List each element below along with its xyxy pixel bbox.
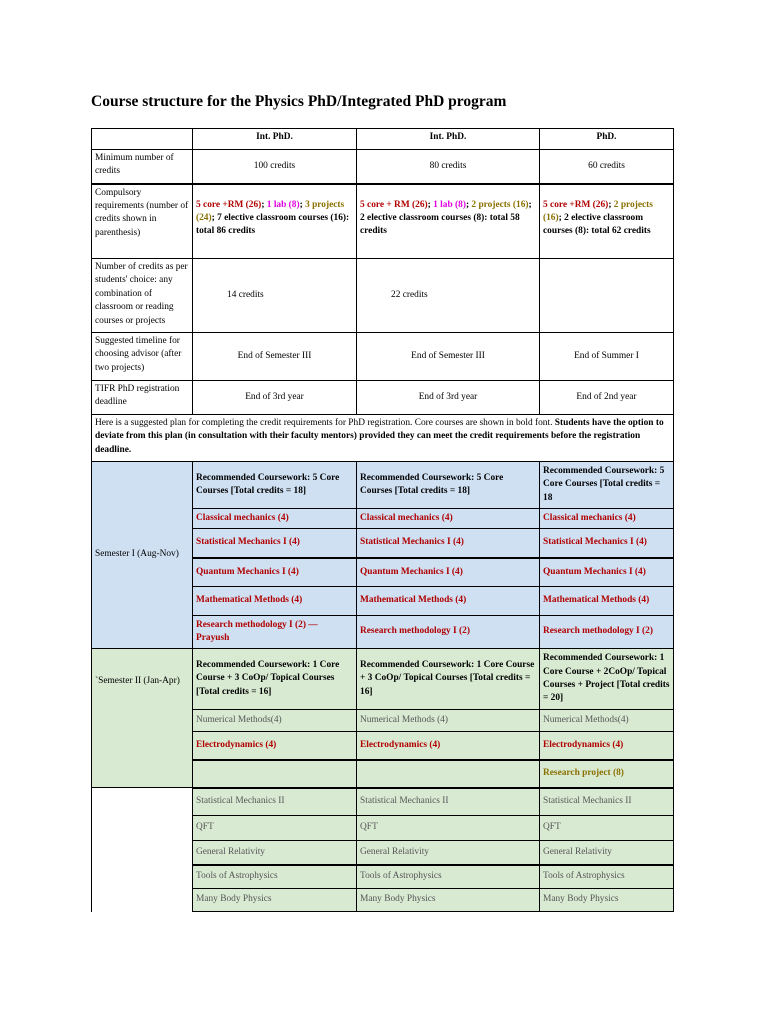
rest-text: ; 7 elective classroom courses (16): total 86 credits	[196, 212, 350, 237]
course-cell: Many Body Physics	[193, 889, 357, 912]
compulsory-row	[92, 184, 674, 259]
course-cell: Research methodology I (2)	[357, 616, 540, 649]
course-cell: Mathematical Methods (4)	[540, 587, 674, 616]
header-int-phd-2: Int. PhD.	[357, 129, 540, 150]
sep: ;	[427, 199, 434, 210]
plan-note	[92, 415, 674, 462]
projects-text: 2 projects (16)	[471, 199, 529, 210]
lab-text: 1 lab (8)	[266, 199, 300, 210]
sem1-recommended-row	[92, 462, 674, 509]
sep: ;	[465, 199, 472, 210]
course-cell: Quantum Mechanics I (4)	[540, 558, 674, 587]
core-text: 5 core +RM (26)	[543, 199, 609, 210]
rest-text: ; 2 elective classroom courses (8): total 62 credits	[543, 212, 651, 237]
cell	[540, 259, 674, 333]
row-label: Suggested timeline for choosing advisor (after two projects)	[92, 333, 193, 381]
course-cell: Numerical Methods(4)	[540, 710, 674, 732]
recommended-cell: Recommended Coursework: 1 Core Course + 3 CoOp/ Topical Courses [Total credits = 16]	[357, 649, 540, 710]
course-cell: Statistical Mechanics I (4)	[540, 529, 674, 558]
course-structure-table	[91, 128, 674, 912]
course-cell: Classical mechanics (4)	[540, 509, 674, 529]
course-cell: General Relativity	[540, 841, 674, 865]
header-phd: PhD.	[540, 129, 674, 150]
course-cell: Many Body Physics	[540, 889, 674, 912]
row-label: TIFR PhD registration deadline	[92, 381, 193, 415]
course-cell: General Relativity	[193, 841, 357, 865]
recommended-cell: Recommended Coursework: 1 Core Course + 3 CoOp/ Topical Courses [Total credits = 16]	[193, 649, 357, 710]
header-row	[92, 129, 674, 150]
rest-text: ; 2 elective classroom courses (8): total 58 credits	[360, 199, 532, 237]
recommended-cell: Recommended Coursework: 1 Core Course + 2CoOp/ Topical Courses + Project [Total credits = 20]	[540, 649, 674, 710]
cell: 80 credits	[357, 150, 540, 184]
course-cell: Electrodynamics (4)	[540, 732, 674, 760]
choice-credits-row	[92, 259, 674, 333]
course-cell	[193, 760, 357, 788]
cell: End of 3rd year	[357, 381, 540, 415]
cell: End of 2nd year	[540, 381, 674, 415]
course-cell: Tools of Astrophysics	[193, 865, 357, 889]
advisor-timeline-row	[92, 333, 674, 381]
course-cell: QFT	[193, 816, 357, 841]
course-cell: Statistical Mechanics II	[357, 788, 540, 816]
row-label: Number of credits as per students' choice: any combination of classroom or reading courses or projects	[92, 259, 193, 333]
note-bold-text: Students have the option to deviate from this plan (in consultation with their faculty mentors) provided they can meet the credit requirements before the registration deadline.	[95, 418, 664, 455]
course-cell: Tools of Astrophysics	[540, 865, 674, 889]
course-cell: Quantum Mechanics I (4)	[193, 558, 357, 587]
course-cell	[357, 760, 540, 788]
recommended-cell: Recommended Coursework: 5 Core Courses [Total credits = 18]	[357, 462, 540, 509]
course-cell: Quantum Mechanics I (4)	[357, 558, 540, 587]
course-cell: Mathematical Methods (4)	[357, 587, 540, 616]
recommended-cell: Recommended Coursework: 5 Core Courses [Total credits = 18	[540, 462, 674, 509]
course-cell: Numerical Methods (4)	[357, 710, 540, 732]
recommended-cell: Recommended Coursework: 5 Core Courses [Total credits = 18]	[193, 462, 357, 509]
course-cell: QFT	[357, 816, 540, 841]
course-cell: Electrodynamics (4)	[193, 732, 357, 760]
course-cell: Tools of Astrophysics	[357, 865, 540, 889]
projects-text: 2 projects (16)	[543, 199, 653, 223]
note-row	[92, 415, 674, 462]
note-text: Here is a suggested plan for completing the credit requirements for PhD registration. Core courses are shown in bold font.	[95, 418, 555, 428]
sep: ;	[608, 199, 614, 210]
course-cell: Electrodynamics (4)	[357, 732, 540, 760]
sep: ;	[261, 199, 267, 210]
course-cell: Numerical Methods(4)	[193, 710, 357, 732]
sem2-recommended-row	[92, 649, 674, 710]
course-cell: Mathematical Methods (4)	[193, 587, 357, 616]
min-credits-row	[92, 150, 674, 184]
core-text: 5 core +RM (26)	[196, 199, 262, 210]
course-cell: Statistical Mechanics II	[540, 788, 674, 816]
cell: End of Summer I	[540, 333, 674, 381]
row-label: Minimum number of credits	[92, 150, 193, 184]
course-cell: QFT	[540, 816, 674, 841]
projects-text: 3 projects (24)	[196, 199, 345, 223]
semester-1-label: Semester I (Aug-Nov)	[92, 462, 193, 649]
sem2-elective-row	[92, 788, 674, 816]
cell: 22 credits	[357, 259, 540, 333]
cell: End of Semester III	[357, 333, 540, 381]
sep: ;	[299, 199, 306, 210]
header-int-phd-1: Int. PhD.	[193, 129, 357, 150]
cell: 60 credits	[540, 150, 674, 184]
course-cell: Statistical Mechanics II	[193, 788, 357, 816]
cell: End of Semester III	[193, 333, 357, 381]
compulsory-int-phd-1	[193, 184, 357, 259]
cell: 14 credits	[193, 259, 357, 333]
registration-deadline-row	[92, 381, 674, 415]
header-empty	[92, 129, 193, 150]
compulsory-phd	[540, 184, 674, 259]
research-project-cell: Research project (8)	[540, 760, 674, 788]
semester-2-label: `Semester II (Jan-Apr)	[92, 649, 193, 788]
course-cell: Many Body Physics	[357, 889, 540, 912]
semester-2-blank	[92, 788, 193, 912]
page-title: Course structure for the Physics PhD/Integrated PhD program	[91, 93, 507, 110]
compulsory-int-phd-2	[357, 184, 540, 259]
course-cell: Classical mechanics (4)	[193, 509, 357, 529]
course-cell: Research methodology I (2)	[540, 616, 674, 649]
course-cell: Classical mechanics (4)	[357, 509, 540, 529]
course-cell: Statistical Mechanics I (4)	[357, 529, 540, 558]
lab-text: 1 lab (8)	[433, 199, 466, 210]
course-cell: Statistical Mechanics I (4)	[193, 529, 357, 558]
cell: 100 credits	[193, 150, 357, 184]
cell: End of 3rd year	[193, 381, 357, 415]
course-cell: General Relativity	[357, 841, 540, 865]
row-label: Compulsory requirements (number of credits shown in parenthesis)	[92, 184, 193, 259]
core-text: 5 core + RM (26)	[360, 199, 428, 210]
course-cell: Research methodology I (2) — Prayush	[193, 616, 357, 649]
